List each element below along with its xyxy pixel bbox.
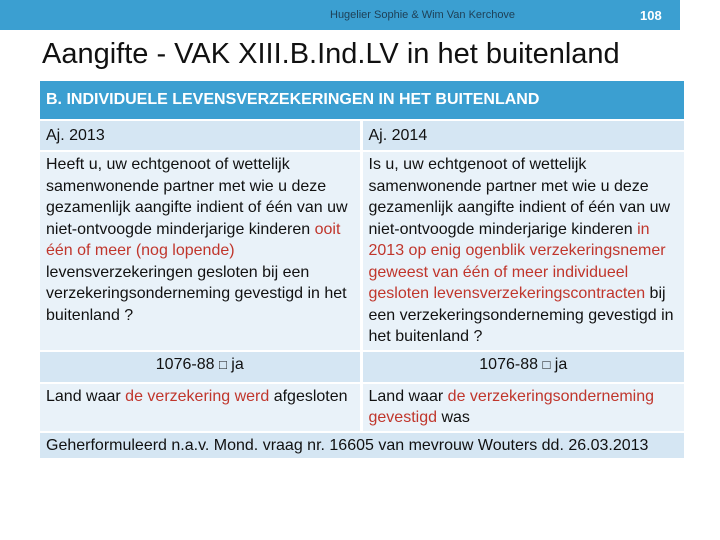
land-right — [361, 383, 684, 432]
table-row — [40, 432, 684, 459]
code-left-number: 1076-88 — [155, 355, 215, 373]
table-row — [40, 120, 684, 151]
checkbox-icon: □ — [542, 356, 551, 372]
land-right-text-end: was — [437, 409, 470, 426]
checkbox-right-label: ja — [554, 355, 568, 373]
page-number: 108 — [640, 8, 662, 23]
section-header: B. INDIVIDUELE LEVENSVERZEKERINGEN IN HET BUITENLAND — [40, 81, 684, 120]
year-right: Aj. 2014 — [361, 120, 684, 151]
table-row — [40, 383, 684, 432]
land-left-highlight: de verzekering werd — [125, 387, 270, 405]
land-left-text-end: afgesloten — [269, 387, 348, 405]
checkbox-icon: □ — [218, 356, 227, 372]
question-right-text-end: bij een verzekeringsonderneming gevestigd in het buitenland ? — [368, 285, 674, 345]
question-left-text: Heeft u, uw echtgenoot of wettelijk samenwonende partner met wie u deze gezamenlijk aangifte indient of één van uw niet-ontvoogde minderjarige kinderen — [46, 156, 348, 238]
footer-note: Geherformuleerd n.a.v. Mond. vraag nr. 16605 van mevrouw Wouters dd. 26.03.2013 — [40, 432, 684, 459]
land-left-text: Land waar — [46, 387, 126, 405]
question-right-highlight: in 2013 op enig ogenblik verzekeringsnemer geweest van één of meer individueel gesloten levensverzekeringscontracten — [368, 220, 666, 302]
code-right — [361, 351, 684, 383]
checkbox-left-label: ja — [231, 355, 244, 373]
question-right — [361, 151, 684, 351]
author-line: Hugelier Sophie & Wim Van Kerchove — [330, 9, 516, 21]
page-title: Aangifte - VAK XIII.B.Ind.LV in het buitenland — [42, 38, 620, 70]
question-left-text-end: levensverzekeringen gesloten bij een verzekeringsonderneming gevestigd in het buitenland ? — [46, 263, 347, 324]
year-left: Aj. 2013 — [40, 120, 361, 151]
table-row — [40, 351, 684, 383]
table-header-row — [40, 81, 684, 120]
land-right-highlight: de verzekeringsonderneming gevestigd — [368, 387, 655, 426]
question-left-highlight: ooit één of meer (nog lopende) — [46, 220, 341, 259]
code-right-number: 1076-88 — [479, 355, 538, 373]
land-left — [40, 383, 361, 432]
land-right-text: Land waar — [368, 387, 448, 405]
table-row — [40, 151, 684, 351]
comparison-table — [40, 81, 684, 458]
code-left — [40, 351, 361, 383]
question-right-text: Is u, uw echtgenoot of wettelijk samenwonende partner met wie u deze gezamenlijk aangifte indient of één van uw niet-ontvoogde minderjarige kinderen — [368, 156, 671, 238]
question-left — [40, 151, 361, 351]
